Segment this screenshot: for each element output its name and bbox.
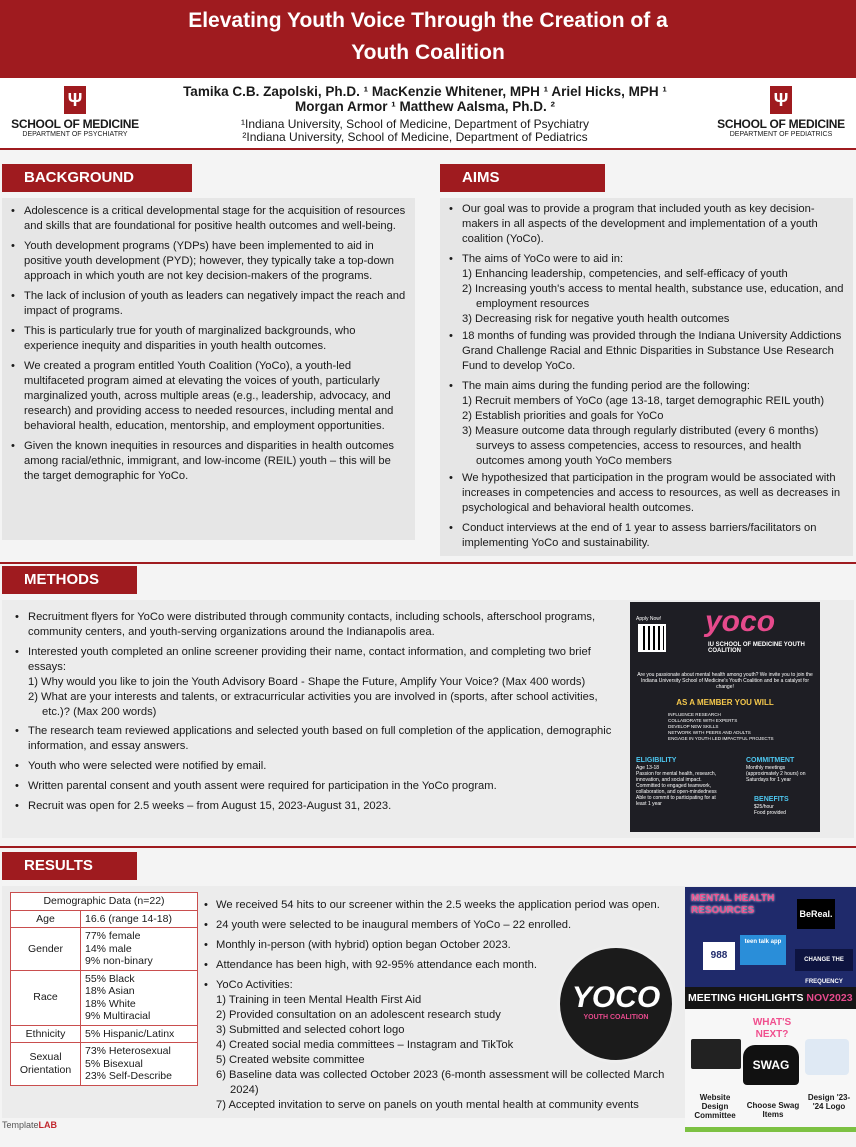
aims-panel [440, 198, 853, 556]
methods-sublist [28, 675, 614, 720]
yoco-circle-logo [557, 945, 675, 1063]
lifeline-988-logo: 988 [703, 942, 735, 970]
aims-heading: AIMS [440, 164, 605, 192]
table-value [81, 910, 198, 928]
flyer-commitment [746, 756, 816, 783]
whats-next-text: WHAT'S NEXT? [752, 1017, 792, 1040]
table-value-line: 55% Black [85, 972, 135, 985]
table-caption: Demographic Data (n=22) [11, 893, 198, 911]
methods-item-text: • Interested youth completed an online screener providing their name, contact information, and completing two brief essays: [28, 646, 591, 673]
flyer-member-heading: AS A MEMBER YOU WILL [676, 698, 774, 707]
flyer-member-item: DEVELOP NEW SKILLS [668, 724, 719, 729]
table-label: Age [11, 910, 81, 928]
green-strip [685, 1127, 856, 1132]
meeting-highlights-band [685, 987, 856, 1009]
background-item: • Given the known inequities in resources and disparities in health outcomes among racial/ethnic, immigrant, and low-income (REIL) youth – this will be the target demographic for YoCo. [8, 439, 407, 484]
recruitment-flyer [630, 602, 820, 832]
poster-header [0, 78, 856, 150]
flyer-benefits-item: $25/hour [754, 804, 774, 810]
table-label: Gender [11, 928, 81, 971]
table-row [11, 1025, 198, 1043]
logo-school-text: SCHOOL OF MEDICINE [717, 117, 845, 131]
authors-line2: Morgan Armor ¹ Matthew Aalsma, Ph.D. ² [294, 99, 556, 114]
background-item: • Adolescence is a critical developmental stage for the acquisition of resources and skills that are foundational for positive health outcomes and well-being. [8, 204, 407, 234]
circle-logo-subtitle: YOUTH COALITION [583, 1014, 649, 1021]
website-screenshot-icon [691, 1039, 741, 1069]
table-row [11, 928, 198, 971]
flyer-logo: yoco [705, 605, 776, 638]
frequency-logo: CHANGE THE FREQUENCY [795, 949, 853, 971]
mental-health-resources [685, 887, 856, 987]
caption-website: Website Design Committee [694, 1093, 736, 1120]
background-item: • We created a program entitled Youth Coalition (YoCo), a youth-led multifaceted program aimed at elevating the voices of youth, particularly marginalized youth, across multiple areas (e.g., leadership, advocacy, and research) and providing access to needed resources, including mental and behavioral health, education, mentorship, and employment opportunities. [8, 359, 407, 434]
table-row [11, 893, 198, 911]
aims-item-text: • The aims of YoCo were to aid in: [462, 253, 624, 265]
iu-trident-icon: Ψ [64, 86, 86, 114]
table-label: Sexual Orientation [11, 1043, 81, 1086]
table-row [11, 910, 198, 928]
background-heading: BACKGROUND [2, 164, 192, 192]
divider [0, 846, 856, 848]
aims-subitem: 1) Enhancing leadership, competencies, and self-efficacy of youth [462, 268, 788, 280]
methods-item [12, 645, 614, 720]
flyer-apply: Apply Now! [636, 616, 662, 622]
results-subitem: 4) Created social media committees – Instagram and TikTok [216, 1039, 514, 1051]
table-value [81, 1025, 198, 1043]
caption-logo: Design '23-'24 Logo [807, 1093, 851, 1111]
table-value-line: 9% Multiracial [85, 1010, 151, 1022]
table-row [11, 970, 198, 1025]
flyer-eligibility [636, 756, 726, 807]
bereal-logo: BeReal. [797, 899, 835, 929]
flyer-member-item: NETWORK WITH PEERS AND ADULTS [668, 730, 751, 735]
flyer-benefits-item: Food provided [754, 810, 786, 816]
table-value-line: 14% male [85, 942, 132, 955]
flyer-member-item: COLLABORATE WITH EXPERTS [668, 718, 738, 723]
methods-item: • Recruitment flyers for YoCo were distributed through community contacts, including schools, afterschool programs, community centers, and youth-serving organizations around the Indianapolis area. [12, 610, 614, 640]
table-value-line: 5% Hispanic/Latinx [85, 1027, 175, 1040]
methods-subitem: 2) What are your interests and talents, or extracurricular activities you are involved in (sports, after school activities, etc.)? (Max 200 words) [28, 691, 598, 718]
background-item: • This is particularly true for youth of marginalized backgrounds, who experience inequity and disparities in youth health outcomes. [8, 324, 407, 354]
swag-hat-icon: SWAG [743, 1045, 799, 1085]
flyer-member-item: ENGAGE IN YOUTH LED IMPACTFUL PROJECTS [668, 736, 774, 741]
table-value-line: 9% non-binary [85, 955, 153, 967]
aims-item-text: • The main aims during the funding period are the following: [462, 380, 750, 392]
demographic-table [10, 892, 198, 1086]
table-value-line: 16.6 (range 14-18) [85, 912, 172, 925]
flyer-benefits-heading: BENEFITS [754, 796, 789, 803]
aims-sublist [462, 394, 845, 469]
results-subitem: 7) Accepted invitation to serve on panels on youth mental health at community events [216, 1099, 639, 1111]
results-subitem: 2) Provided consultation on an adolescent research study [216, 1009, 501, 1021]
table-value-line: 18% Asian [85, 985, 135, 997]
results-item: • Monthly in-person (with hybrid) option began October 2023. [200, 938, 680, 953]
highlights-panel [685, 1009, 856, 1132]
divider [0, 562, 856, 564]
flyer-eligibility-item: Committed to engaged teamwork, collaboration, and open-mindedness [636, 783, 717, 795]
flyer-eligibility-item: Passion for mental health, research, innovation, and social impact. [636, 771, 717, 783]
aims-subitem: 3) Decreasing risk for negative youth health outcomes [462, 313, 730, 325]
flyer-commitment-heading: COMMITMENT [746, 757, 795, 764]
flyer-commitment-item: Monthly meetings (approximately 2 hours) on Saturdays for 1 year [746, 765, 806, 783]
affiliation-1: ¹Indiana University, School of Medicine, Department of Psychiatry [241, 117, 589, 131]
methods-subitem: 1) Why would you like to join the Youth Advisory Board - Shape the Future, Amplify Your Voice? (Max 400 words) [28, 676, 586, 688]
band-text: MEETING HIGHLIGHTS [688, 992, 807, 1004]
footer-lab: LAB [38, 1120, 58, 1130]
table-row [11, 1043, 198, 1086]
aims-item [446, 252, 845, 327]
aims-item: • We hypothesized that participation in the program would be associated with increases in competencies and access to resources, as well as decreases in psychological and behavioral health outcomes. [446, 471, 845, 516]
table-value-line: 23% Self-Describe [85, 1070, 172, 1082]
title-line1: Elevating Youth Voice Through the Creation of a [188, 9, 668, 32]
results-subitem: 1) Training in teen Mental Health First Aid [216, 994, 422, 1006]
poster-title [0, 0, 856, 78]
aims-sublist [462, 267, 845, 327]
results-item: • 24 youth were selected to be inaugural members of YoCo – 22 enrolled. [200, 918, 680, 933]
results-heading: RESULTS [2, 852, 137, 880]
title-line2: Youth Coalition [351, 41, 505, 64]
results-item: • We received 54 hits to our screener within the 2.5 weeks the application period was open. [200, 898, 680, 913]
footer-template: Template [2, 1120, 39, 1130]
methods-item: • Youth who were selected were notified by email. [12, 759, 614, 774]
table-value-line: 77% female [85, 930, 141, 942]
flyer-subtitle: IU SCHOOL OF MEDICINE YOUTH COALITION [708, 642, 805, 654]
affiliations [180, 118, 650, 144]
resources-title: MENTAL HEALTH RESOURCES [691, 893, 775, 916]
methods-heading: METHODS [2, 566, 137, 594]
methods-item: • The research team reviewed applications and selected youth based on full completion of the application, demographic information, and essay answers. [12, 724, 614, 754]
table-label: Ethnicity [11, 1025, 81, 1043]
background-panel [2, 198, 415, 540]
aims-item [446, 379, 845, 469]
flyer-eligibility-item: Able to commit to participating for at least 1 year [636, 795, 716, 807]
logo-design-icon [805, 1039, 849, 1075]
flyer-eligibility-heading: ELIGIBILITY [636, 757, 677, 764]
band-date: NOV2023 [806, 992, 853, 1004]
table-value-line: 73% Heterosexual [85, 1045, 171, 1057]
background-item: • Youth development programs (YDPs) have been implemented to aid in positive youth development (PYD); however, they typically take a top-down approach in which youth are not key decision-makers of the programs. [8, 239, 407, 284]
flyer-question: Are you passionate about mental health among youth? We invite you to join the Indiana University School of Medicine's Youth Coalition and be a catalyst for change! [637, 672, 813, 690]
logo-school-text: SCHOOL OF MEDICINE [11, 117, 139, 131]
flyer-eligibility-item: Age 13-18 [636, 765, 660, 771]
affiliation-2: ²Indiana University, School of Medicine, Department of Pediatrics [242, 130, 588, 144]
table-label: Race [11, 970, 81, 1025]
caption-swag: Choose Swag Items [746, 1101, 800, 1119]
aims-item: • 18 months of funding was provided through the Indiana University Addictions Grand Challenge Racial and Ethnic Disparities in Substance Use Research Fund to develop YoCo. [446, 329, 845, 374]
flyer-benefits [754, 795, 814, 816]
table-value [81, 970, 198, 1025]
aims-subitem: 1) Recruit members of YoCo (age 13-18, target demographic REIL youth) [462, 395, 825, 407]
table-value-line: 5% Bisexual [85, 1057, 143, 1070]
logo-dept-text: DEPARTMENT OF PSYCHIATRY [22, 131, 128, 138]
aims-item: • Our goal was to provide a program that included youth as key decision-makers in all aspects of the development and implementation of a youth coalition (YoCo). [446, 202, 845, 247]
aims-subitem: 3) Measure outcome data through regularly distributed (every 6 months) surveys to assess competencies, access to resources, and health outcomes among youth YoCo members [462, 425, 819, 467]
results-subitem: 5) Created website committee [216, 1054, 365, 1066]
results-item: • Attendance has been high, with 92-95% attendance each month. [200, 958, 550, 973]
table-value [81, 1043, 198, 1086]
results-subitem: 6) Baseline data was collected October 2023 (6-month assessment will be collected March 2024) [216, 1069, 665, 1096]
methods-item: • Written parental consent and youth assent were required for participation in the YoCo program. [12, 779, 614, 794]
results-subitem: 3) Submitted and selected cohort logo [216, 1024, 405, 1036]
authors-line1: Tamika C.B. Zapolski, Ph.D. ¹ MacKenzie Whitener, MPH ¹ Ariel Hicks, MPH ¹ [183, 84, 667, 99]
methods-item: • Recruit was open for 2.5 weeks – from August 15, 2023-August 31, 2023. [12, 799, 614, 814]
iu-trident-icon: Ψ [770, 86, 792, 114]
flyer-member-item: INFLUENCE RESEARCH [668, 712, 721, 717]
background-item: • The lack of inclusion of youth as leaders can negatively impact the reach and impact of programs. [8, 289, 407, 319]
results-item-text: • YoCo Activities: [216, 979, 293, 991]
flyer-member-list [668, 712, 774, 742]
highlights-collage [685, 887, 856, 1132]
table-value [81, 928, 198, 971]
template-lab-watermark [2, 1120, 57, 1130]
aims-subitem: 2) Increasing youth's access to mental health, substance use, education, and employment resources [462, 283, 844, 310]
aims-subitem: 2) Establish priorities and goals for YoCo [462, 410, 664, 422]
circle-logo-text: YOCO [571, 981, 661, 1014]
teen-talk-logo: teen talk app [740, 935, 786, 965]
qr-code-icon [638, 624, 666, 652]
logo-dept-text: DEPARTMENT OF PEDIATRICS [729, 131, 833, 138]
authors [125, 84, 725, 114]
aims-item: • Conduct interviews at the end of 1 year to assess barriers/facilitators on implementing YoCo and sustainability. [446, 521, 845, 551]
logo-pediatrics [706, 86, 856, 138]
table-value-line: 18% White [85, 997, 136, 1010]
